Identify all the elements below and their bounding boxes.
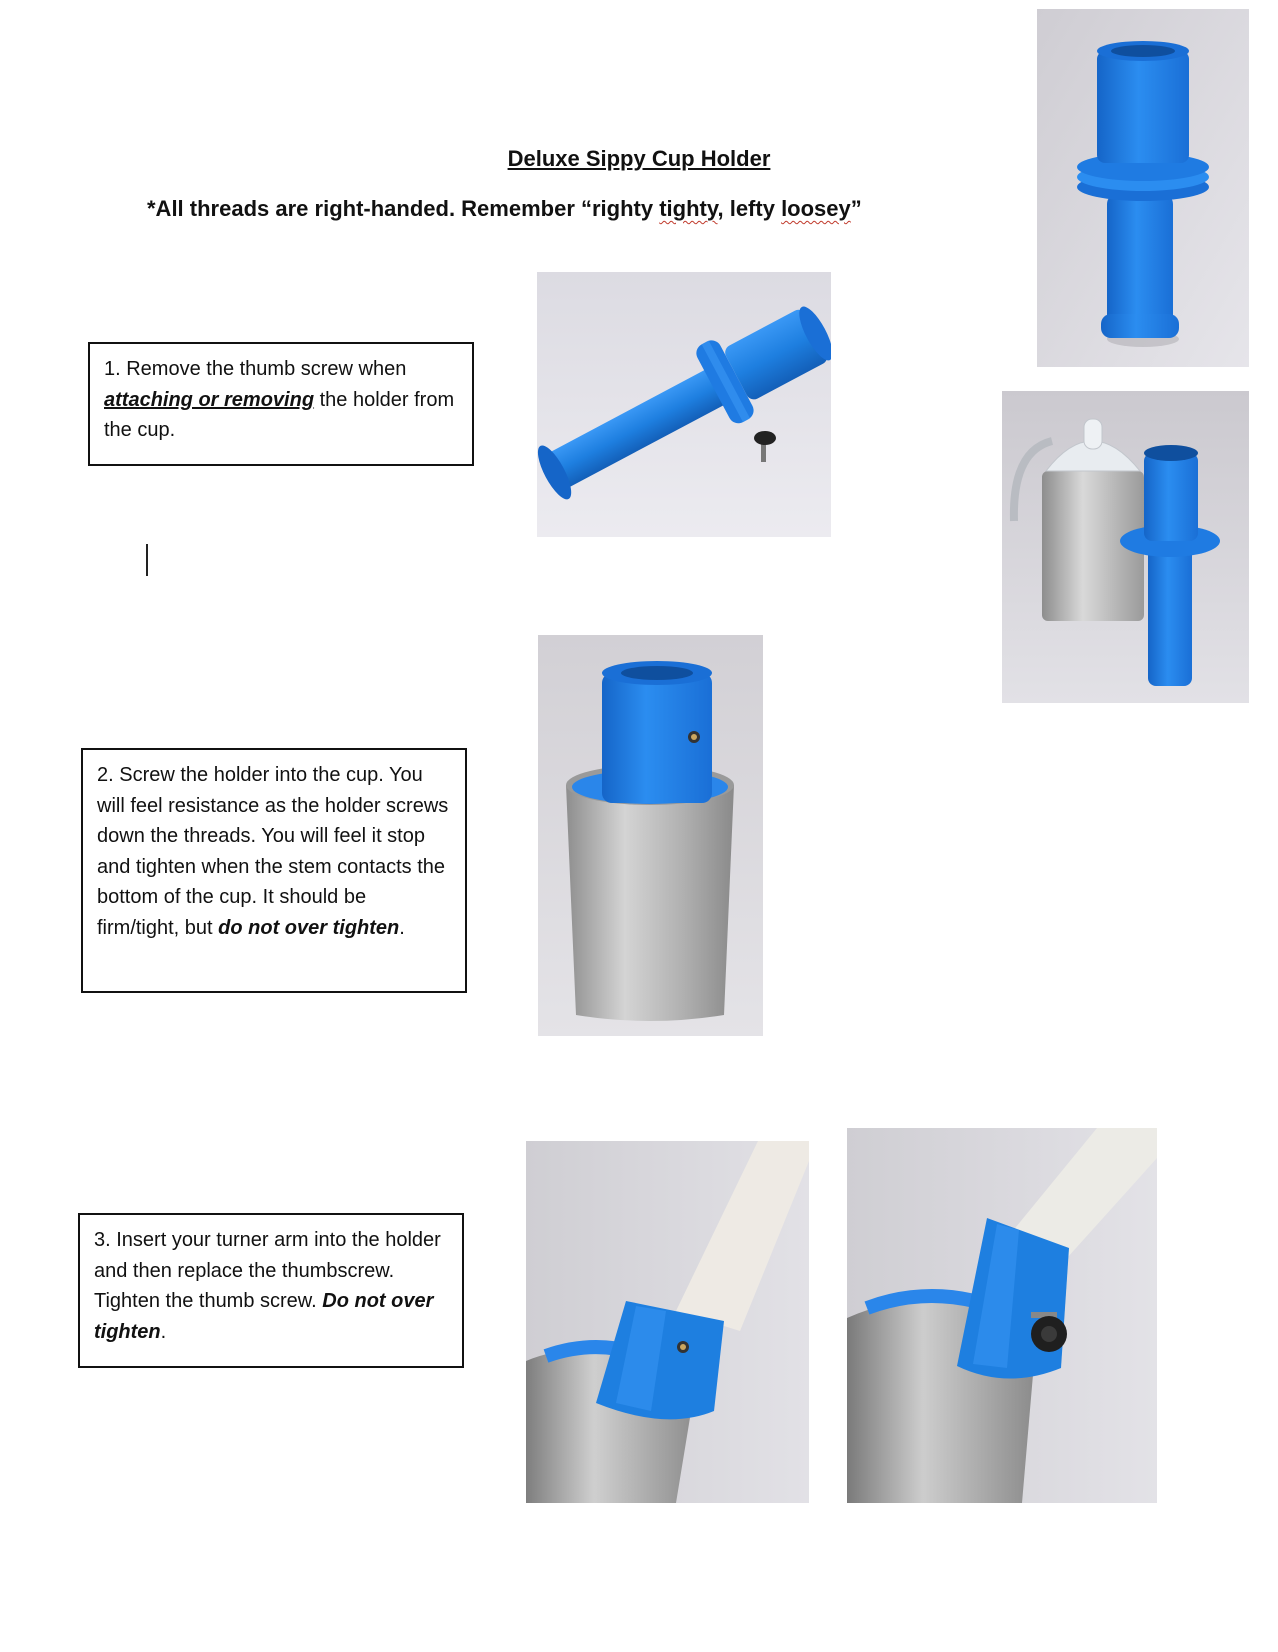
step-2-emphasis: do not over tighten [218,916,400,939]
step-1-box [88,342,474,466]
step-1-text: 1. Remove the thumb screw when [104,358,407,380]
thread-note [147,196,862,222]
thread-note-word-tighty: tighty [659,196,718,221]
step-3-tail: . [160,1320,167,1343]
thread-note-suffix: ” [850,196,862,221]
step-1-emphasis: attaching or removing [104,388,315,411]
step-3-box [78,1213,464,1368]
photo-turner-arm-inserted [526,1141,809,1503]
step-1-tail: the holder from the cup. [104,388,455,441]
text-cursor [146,544,148,576]
photo-holder-next-to-cup [1002,391,1249,703]
step-2-tail: . [399,916,405,939]
step-2-box [81,748,467,993]
thread-note-word-loosey: loosey [781,196,851,221]
photo-holder-standing [1037,9,1249,367]
photo-thumbscrew-replaced [847,1128,1157,1503]
thread-note-prefix: *All threads are right-handed. Remember “righty [147,196,660,221]
step-3-emphasis: Do not over tighten [94,1290,434,1343]
document-title: Deluxe Sippy Cup Holder [507,146,771,171]
thread-note-mid: , lefty [717,196,782,221]
photo-holder-with-screw [537,272,831,537]
step-2-text: 2. Screw the holder into the cup. You will feel resistance as the holder screws down the threads. You will feel it stop and tighten when the stem contacts the bottom of the cup. It should be firm/tight, but [97,764,449,939]
step-3-text: 3. Insert your turner arm into the holder and then replace the thumbscrew. Tighten the thumb screw. [94,1229,441,1312]
photo-holder-in-cup [538,635,763,1036]
